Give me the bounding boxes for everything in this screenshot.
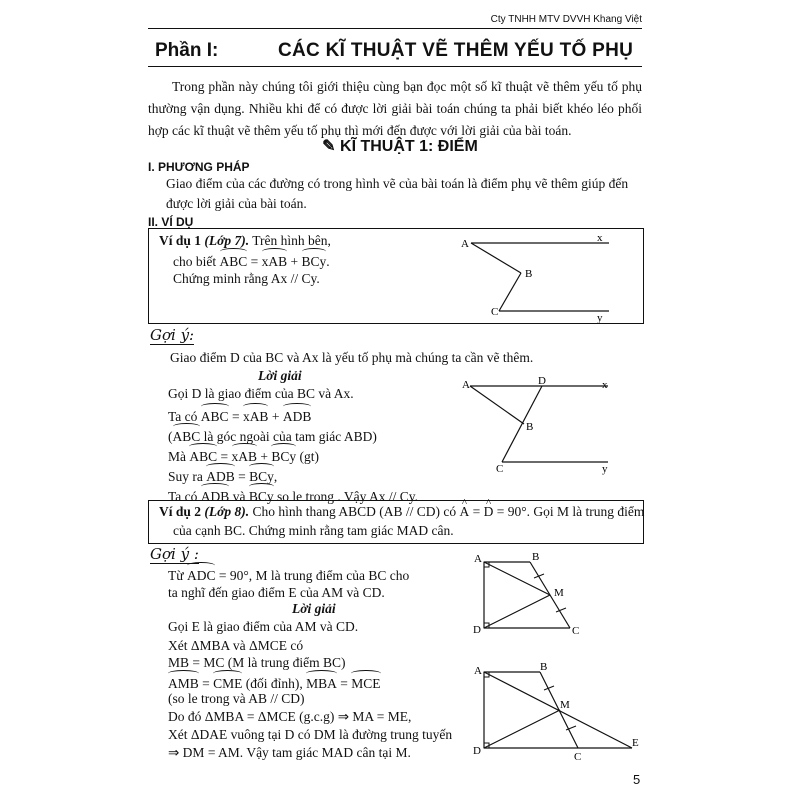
sol2-line7: (so le trong và AB // CD) (168, 691, 305, 706)
figure-3 (468, 550, 598, 636)
fig2-label-y: y (602, 463, 608, 475)
sol2-line3: Gọi E là giao điểm của AM và CD. (168, 619, 359, 634)
hint1-intro: Giao điểm D của BC và Ax là yếu tố phụ mà chúng ta cần vẽ thêm. (170, 350, 534, 365)
fig2-label-A: A (462, 379, 470, 391)
fig1-label-x: x (597, 232, 603, 244)
solution2-label: Lời giải (292, 601, 336, 616)
example2-box (148, 500, 644, 544)
example1-box (148, 228, 644, 324)
fig2-label-x: x (602, 379, 608, 391)
examples-heading: II. VÍ DỤ (148, 215, 194, 229)
figure-2 (456, 374, 626, 478)
sol1-line1: Gọi D là giao điểm của BC và Ax. (168, 386, 354, 401)
fig4-label-C: C (574, 751, 582, 763)
fig2-label-B: B (526, 421, 534, 433)
sol2-line2: ta nghĩ đến giao điểm E của AM và CD. (168, 585, 385, 600)
figure-1 (459, 229, 639, 323)
sol2-line6: AMB = CME (đối đỉnh), MBA = MCE (168, 671, 381, 694)
method-text: Giao điểm của các đường có trong hình vẽ của bài toán là điểm phụ vẽ thêm giúp đến được lời giải của bài toán. (166, 176, 629, 211)
fig4-label-A: A (474, 665, 482, 677)
sol1-line6: Ta có ADB và BCy so le trong . Vậy Ax // Cy. (168, 484, 418, 507)
solution1-label: Lời giải (258, 368, 302, 383)
page-number: 5 (633, 772, 641, 787)
pencil-icon: ✎ (322, 138, 336, 155)
fig1-label-C: C (491, 306, 499, 318)
hint1-label: Gợi ý: (150, 326, 195, 344)
example2-line1: Ví dụ 2 (Lớp 8). Cho hình thang ABCD (AB // CD) có ^ A = ^ D = 90°. Gọi M là trung điểm (159, 502, 644, 522)
sol1-line2: Ta có ABC = xAB + ADB (168, 404, 311, 427)
sol2-line5: MB = MC (M là trung điểm BC) (168, 655, 346, 670)
sol1-line5: Suy ra ADB = BCy, (168, 464, 277, 487)
figure-4 (468, 660, 644, 764)
example1-line2: cho biết ABC = xAB + BCy. (173, 249, 330, 272)
fig3-label-C: C (572, 625, 580, 636)
sol2-line9: Xét ΔDAE vuông tại D có DM là đường trung tuyến (168, 727, 453, 742)
fig4-label-E: E (632, 737, 639, 749)
fig3-label-A: A (474, 553, 482, 565)
part-rule (148, 66, 642, 67)
part-title: CÁC KĨ THUẬT VẼ THÊM YẾU TỐ PHỤ (278, 40, 634, 61)
sol2-line1: Từ ADC = 90°, M là trung điểm của BC cho (168, 563, 409, 586)
sol2-line8: Do đó ΔMBA = ΔMCE (g.c.g) ⇒ MA = ME, (168, 709, 412, 724)
fig3-label-D: D (473, 624, 481, 636)
fig2-label-C: C (496, 463, 504, 475)
fig1-label-A: A (461, 238, 469, 250)
hint2-label: Gợi ý : (150, 545, 199, 563)
publisher-header: Cty TNHH MTV DVVH Khang Việt (490, 14, 642, 25)
fig4-label-D: D (473, 745, 481, 757)
example1-line1: Ví dụ 1 (Lớp 7). Trên hình bên, (159, 233, 331, 248)
intro-paragraph: Trong phần này chúng tôi giới thiệu cùng bạn đọc một số kĩ thuật vẽ thêm yếu tố phụ thường vận dụng. Nhiều khi để có được lời giải bài toán chúng ta phải biết khéo léo phối hợp các kĩ thuật vẽ thêm yếu tố phụ thì mới đến được với lời giải của bài toán. (148, 79, 642, 138)
fig3-label-M: M (554, 587, 564, 599)
technique-heading (0, 136, 800, 156)
fig2-label-D: D (538, 375, 546, 387)
sol2-line4: Xét ΔMBA và ΔMCE có (168, 638, 304, 653)
part-label: Phần I: (155, 40, 219, 61)
example2-line2: của cạnh BC. Chứng minh rằng tam giác MAD cân. (173, 523, 454, 538)
technique-title: KĨ THUẬT 1: ĐIỂM (340, 138, 478, 155)
fig1-label-y: y (597, 312, 603, 323)
method-heading: I. PHƯƠNG PHÁP (148, 160, 250, 174)
sol2-line10: ⇒ DM = AM. Vậy tam giác MAD cân tại M. (168, 745, 411, 760)
fig3-label-B: B (532, 551, 540, 563)
example1-line3: Chứng minh rằng Ax // Cy. (173, 271, 320, 286)
sol1-line4: Mà ABC = xAB + BCy (gt) (168, 444, 319, 467)
fig4-label-M: M (560, 699, 570, 711)
fig4-label-B: B (540, 661, 548, 673)
sol1-line3: (ABC là góc ngoài của tam giác ABD) (168, 424, 377, 447)
header-rule (148, 28, 642, 29)
fig1-label-B: B (525, 268, 533, 280)
